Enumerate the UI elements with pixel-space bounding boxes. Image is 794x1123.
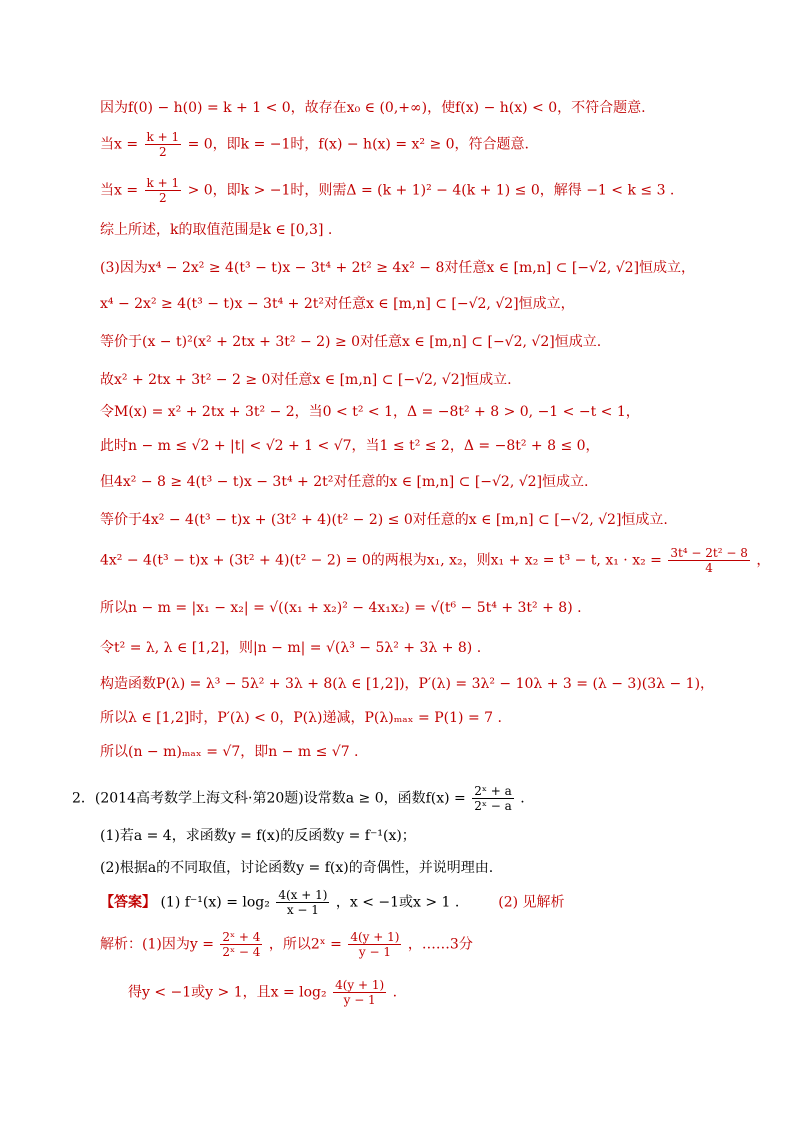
line-17: 所以λ ∈ [1,2]时，P′(λ) < 0，P(λ)递减，P(λ)ₘₐₓ = P(1) = 7 . bbox=[100, 710, 502, 726]
line-2: 当x = $\frac{k + 1}{2}$ = 0，即k = −1时，f(x) − h(x) = x² ≥ 0，符合题意. bbox=[100, 130, 530, 159]
line-3: 当x = $\frac{k + 1}{2}$ > 0，即k > −1时，则需Δ = (k + 1)² − 4(k + 1) ≤ 0，解得 −1 < k ≤ 3 . bbox=[100, 176, 675, 205]
line-14: 所以n − m = |x₁ − x₂| = √((x₁ + x₂)² − 4x₁x₂) = √(t⁶ − 5t⁴ + 3t² + 8) . bbox=[100, 600, 582, 616]
line-4: 综上所述，k的取值范围是k ∈ [0,3] . bbox=[100, 222, 333, 238]
fraction: $\frac{4(x + 1)}{x - 1}$ bbox=[278, 888, 328, 917]
line-18: 所以(n − m)ₘₐₓ = √7，即n − m ≤ √7 . bbox=[100, 744, 359, 760]
line-16: 构造函数P(λ) = λ³ − 5λ² + 3λ + 8(λ ∈ [1,2])，P′(λ) = 3λ² − 10λ + 3 = (λ − 3)(3λ − 1)， bbox=[100, 676, 715, 692]
fraction: $\frac{k + 1}{2}$ bbox=[146, 176, 180, 205]
fraction: $\frac{4(y + 1)}{y - 1}$ bbox=[350, 930, 400, 959]
fraction: $\frac{\text{2ˣ + a}}{\text{2ˣ − a}}$ bbox=[474, 784, 512, 813]
question-2-stem: 2．(2014高考数学上海文科·第20题)设常数a ≥ 0，函数f(x) = $\frac{\text{2ˣ + a}}{\text{2ˣ − a}}$ . bbox=[72, 784, 525, 813]
line-8: 故x² + 2tx + 3t² − 2 ≥ 0对任意x ∈ [m,n] ⊂ [−√2, √2]恒成立. bbox=[100, 372, 512, 388]
solution-line-2: 得y < −1或y > 1，且x = log₂ $\frac{4(y + 1)}{y - 1}$ . bbox=[128, 978, 398, 1007]
line-9: 令M(x) = x² + 2tx + 3t² − 2，当0 < t² < 1，Δ = −8t² + 8 > 0, −1 < −t < 1， bbox=[100, 404, 640, 420]
line-7: 等价于(x − t)²(x² + 2tx + 3t² − 2) ≥ 0对任意x ∈ [m,n] ⊂ [−√2, √2]恒成立. bbox=[100, 334, 602, 350]
line-6: x⁴ − 2x² ≥ 4(t³ − t)x − 3t⁴ + 2t²对任意x ∈ [m,n] ⊂ [−√2, √2]恒成立， bbox=[100, 296, 575, 312]
fraction: $\frac{\text{2ˣ + 4}}{\text{2ˣ − 4}}$ bbox=[222, 930, 261, 959]
fraction: $\frac{4(y + 1)}{y - 1}$ bbox=[335, 978, 385, 1007]
solution-line: 解析：(1)因为y = $\frac{\text{2ˣ + 4}}{\text{2ˣ − 4}}$ ，所以2ˣ = $\frac{4(y + 1)}{y - 1}$ ，……3分 bbox=[100, 930, 473, 959]
line-1: 因为f(0) − h(0) = k + 1 < 0，故存在x₀ ∈ (0,+∞)，使f(x) − h(x) < 0，不符合题意. bbox=[100, 100, 646, 116]
answer-tag: 【答案】 bbox=[100, 894, 156, 911]
line-13: 4x² − 4(t³ − t)x + (3t² + 4)(t² − 2) = 0的两根为x₁, x₂，则x₁ + x₂ = t³ − t, x₁ · x₂ = $\frac{\text{3t⁴ − 2t² − 8}}{4}$ ， bbox=[100, 546, 771, 575]
question-2-part-1: (1)若a = 4，求函数y = f(x)的反函数y = f⁻¹(x)； bbox=[100, 828, 416, 844]
line-5: (3)因为x⁴ − 2x² ≥ 4(t³ − t)x − 3t⁴ + 2t² ≥ 4x² − 8对任意x ∈ [m,n] ⊂ [−√2, √2]恒成立， bbox=[100, 260, 696, 276]
line-15: 令t² = λ, λ ∈ [1,2]，则|n − m| = √(λ³ − 5λ² + 3λ + 8) . bbox=[100, 640, 482, 656]
question-2-part-2: (2)根据a的不同取值，讨论函数y = f(x)的奇偶性，并说明理由. bbox=[100, 860, 494, 876]
line-11: 但4x² − 8 ≥ 4(t³ − t)x − 3t⁴ + 2t²对任意的x ∈ [m,n] ⊂ [−√2, √2]恒成立. bbox=[100, 474, 589, 490]
answer-line: 【答案】 (1) f⁻¹(x) = log₂ $\frac{4(x + 1)}{x - 1}$ ，x < −1或x > 1 . (2) 见解析 bbox=[100, 888, 565, 917]
fraction: $\frac{k + 1}{2}$ bbox=[146, 130, 180, 159]
line-10: 此时n − m ≤ √2 + |t| < √2 + 1 < √7，当1 ≤ t² ≤ 2，Δ = −8t² + 8 ≤ 0， bbox=[100, 438, 600, 454]
line-12: 等价于4x² − 4(t³ − t)x + (3t² + 4)(t² − 2) ≤ 0对任意的x ∈ [m,n] ⊂ [−√2, √2]恒成立. bbox=[100, 512, 668, 528]
fraction: $\frac{\text{3t⁴ − 2t² − 8}}{4}$ bbox=[670, 546, 748, 575]
